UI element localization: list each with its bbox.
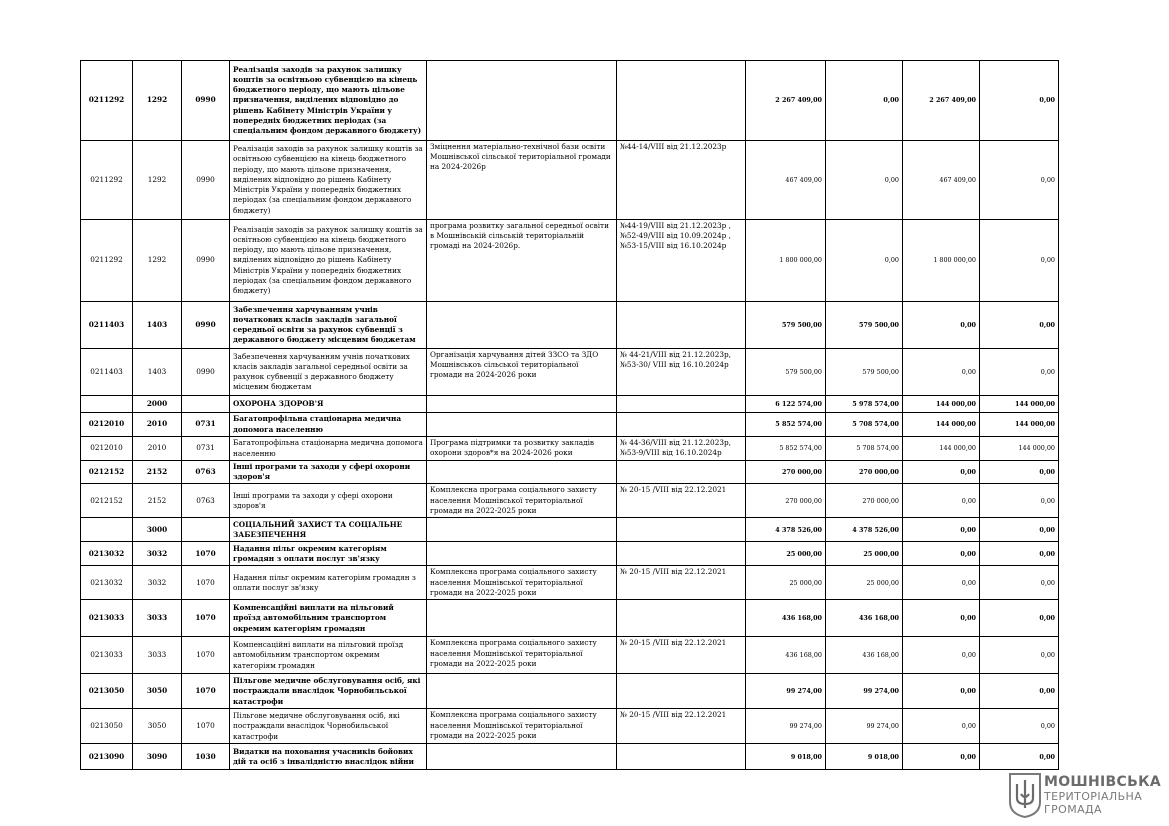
special-fund-cell: 0,00 — [903, 518, 980, 542]
development-budget-cell: 0,00 — [980, 220, 1059, 302]
decision-cell — [617, 600, 746, 637]
description-cell: ОХОРОНА ЗДОРОВ'Я — [230, 396, 427, 413]
decision-cell: №44-14/VIII від 21.12.2023р — [617, 141, 746, 220]
description-cell: Інші програми та заходи у сфері охорони здоров'я — [230, 484, 427, 518]
description-cell: Реалізація заходів за рахунок залишку коштів за освітньою субвенцією на кінець бюджетного періоду, що мають цільове призначення, виділених відповідно до рішень Кабінету Міністрів України у попередніх бюджетних періодах (за спеціальним фондом державного бюджету) — [230, 61, 427, 141]
special-fund-cell: 0,00 — [903, 461, 980, 484]
development-budget-cell: 0,00 — [980, 709, 1059, 744]
development-budget-cell: 144 000,00 — [980, 396, 1059, 413]
summary-row — [81, 600, 1059, 637]
logo-subtitle-2: ГРОМАДА — [1044, 803, 1102, 816]
development-budget-cell: 0,00 — [980, 600, 1059, 637]
program-name-cell — [427, 302, 617, 349]
development-budget-cell: 0,00 — [980, 566, 1059, 600]
kfk-code-cell: 1292 — [133, 61, 182, 141]
function-code-cell: 0731 — [182, 413, 230, 437]
general-fund-cell: 9 018,00 — [826, 744, 903, 770]
kfk-code-cell: 1403 — [133, 302, 182, 349]
development-budget-cell: 0,00 — [980, 349, 1059, 396]
total-cell: 579 500,00 — [746, 349, 826, 396]
special-fund-cell: 0,00 — [903, 484, 980, 518]
function-code-cell: 0990 — [182, 349, 230, 396]
function-code-cell — [182, 518, 230, 542]
total-cell: 4 378 526,00 — [746, 518, 826, 542]
program-name-cell: Комплексна програма соціального захисту населення Мошнівської територіальної громади на 2022-2025 роки — [427, 709, 617, 744]
decision-cell: № 44-21/VIII від 21.12.2023р, №53-30/ VIII від 16.10.2024р — [617, 349, 746, 396]
table-row — [81, 141, 1059, 220]
program-code-cell — [81, 518, 133, 542]
decision-cell — [617, 518, 746, 542]
decision-cell — [617, 396, 746, 413]
special-fund-cell: 0,00 — [903, 566, 980, 600]
function-code-cell: 1070 — [182, 637, 230, 674]
special-fund-cell: 144 000,00 — [903, 437, 980, 461]
decision-cell — [617, 61, 746, 141]
decision-cell: № 44-36/VIII від 21.12.2023р, №53-9/VIII від 16.10.2024р — [617, 437, 746, 461]
program-code-cell: 0213050 — [81, 674, 133, 709]
decision-cell: № 20-15 /VIII від 22.12.2021 — [617, 484, 746, 518]
general-fund-cell: 99 274,00 — [826, 709, 903, 744]
total-cell: 579 500,00 — [746, 302, 826, 349]
program-code-cell: 0213033 — [81, 600, 133, 637]
kfk-code-cell: 3090 — [133, 744, 182, 770]
summary-row — [81, 744, 1059, 770]
development-budget-cell: 0,00 — [980, 61, 1059, 141]
program-code-cell: 0211292 — [81, 61, 133, 141]
total-cell: 2 267 409,00 — [746, 61, 826, 141]
total-cell: 25 000,00 — [746, 566, 826, 600]
description-cell: Багатопрофільна стаціонарна медична допомога населенню — [230, 413, 427, 437]
kfk-code-cell: 3050 — [133, 674, 182, 709]
logo-title: МОШНІВСЬКА — [1044, 774, 1161, 790]
program-name-cell — [427, 674, 617, 709]
total-cell: 270 000,00 — [746, 484, 826, 518]
description-cell: Надання пільг окремим категоріям громадян з оплати послуг зв'язку — [230, 542, 427, 566]
kfk-code-cell: 3032 — [133, 542, 182, 566]
table-row — [81, 220, 1059, 302]
development-budget-cell: 0,00 — [980, 744, 1059, 770]
table-row — [81, 566, 1059, 600]
general-fund-cell: 436 168,00 — [826, 637, 903, 674]
summary-row — [81, 518, 1059, 542]
special-fund-cell: 0,00 — [903, 600, 980, 637]
function-code-cell: 0990 — [182, 220, 230, 302]
total-cell: 25 000,00 — [746, 542, 826, 566]
summary-row — [81, 61, 1059, 141]
decision-cell — [617, 461, 746, 484]
total-cell: 467 409,00 — [746, 141, 826, 220]
logo-subtitle: ТЕРИТОРІАЛЬНА — [1044, 790, 1143, 803]
table-row — [81, 437, 1059, 461]
decision-cell: № 20-15 /VIII від 22.12.2021 — [617, 709, 746, 744]
summary-row — [81, 396, 1059, 413]
function-code-cell: 0990 — [182, 302, 230, 349]
total-cell: 6 122 574,00 — [746, 396, 826, 413]
program-code-cell: 0213032 — [81, 566, 133, 600]
general-fund-cell: 270 000,00 — [826, 484, 903, 518]
program-name-cell: Зміцнення матеріально-технічної бази освіти Мошнівської сільської територіальної громади на 2024-2026р — [427, 141, 617, 220]
decision-cell — [617, 674, 746, 709]
function-code-cell: 0990 — [182, 141, 230, 220]
program-code-cell: 0212152 — [81, 484, 133, 518]
development-budget-cell: 0,00 — [980, 461, 1059, 484]
function-code-cell: 0763 — [182, 461, 230, 484]
general-fund-cell: 5 708 574,00 — [826, 437, 903, 461]
kfk-code-cell: 3032 — [133, 566, 182, 600]
decision-cell: № 20-15 /VIII від 22.12.2021 — [617, 637, 746, 674]
kfk-code-cell: 2000 — [133, 396, 182, 413]
program-name-cell — [427, 61, 617, 141]
general-fund-cell: 270 000,00 — [826, 461, 903, 484]
kfk-code-cell: 3033 — [133, 600, 182, 637]
program-name-cell: Комплексна програма соціального захисту населення Мошнівської територіальної громади на 2022-2025 роки — [427, 637, 617, 674]
program-name-cell — [427, 542, 617, 566]
special-fund-cell: 0,00 — [903, 302, 980, 349]
total-cell: 9 018,00 — [746, 744, 826, 770]
description-cell: Пільгове медичне обслуговування осіб, які постраждали внаслідок Чорнобильської катастрофи — [230, 674, 427, 709]
description-cell: Реалізація заходів за рахунок залишку коштів за освітньою субвенцією на кінець бюджетного періоду, що мають цільове призначення, виділених відповідно до рішень Кабінету Міністрів України у попередніх бюджетних періодах (за спеціальним фондом державного бюджету) — [230, 220, 427, 302]
kfk-code-cell: 3033 — [133, 637, 182, 674]
program-code-cell — [81, 396, 133, 413]
special-fund-cell: 0,00 — [903, 349, 980, 396]
description-cell: СОЦІАЛЬНИЙ ЗАХИСТ ТА СОЦІАЛЬНЕ ЗАБЕЗПЕЧЕННЯ — [230, 518, 427, 542]
summary-row — [81, 302, 1059, 349]
development-budget-cell: 144 000,00 — [980, 437, 1059, 461]
total-cell: 436 168,00 — [746, 600, 826, 637]
decision-cell: №44-19/VIII від 21.12.2023р ,№52-49/VIII від 10.09.2024р ,№53-15/VIII від 16.10.2024р — [617, 220, 746, 302]
general-fund-cell: 436 168,00 — [826, 600, 903, 637]
total-cell: 1 800 000,00 — [746, 220, 826, 302]
summary-row — [81, 542, 1059, 566]
description-cell: Видатки на поховання учасників бойових дій та осіб з інвалідністю внаслідок війни — [230, 744, 427, 770]
kfk-code-cell: 1292 — [133, 220, 182, 302]
special-fund-cell: 0,00 — [903, 542, 980, 566]
special-fund-cell: 0,00 — [903, 637, 980, 674]
description-cell: Забезпечення харчуванням учнів початкових класів закладів загальної середньої освіти за рахунок субвенції з державного бюджету місцевим бюджетам — [230, 349, 427, 396]
special-fund-cell: 0,00 — [903, 674, 980, 709]
general-fund-cell: 0,00 — [826, 220, 903, 302]
table-row — [81, 484, 1059, 518]
community-logo — [1008, 772, 1168, 820]
summary-row — [81, 413, 1059, 437]
program-name-cell — [427, 600, 617, 637]
description-cell: Забезпечення харчуванням учнів початкових класів закладів загальної середньої освіти за рахунок субвенції з державного бюджету місцевим бюджетам — [230, 302, 427, 349]
function-code-cell: 1070 — [182, 566, 230, 600]
decision-cell: № 20-15 /VIII від 22.12.2021 — [617, 566, 746, 600]
kfk-code-cell: 3050 — [133, 709, 182, 744]
program-name-cell — [427, 461, 617, 484]
total-cell: 99 274,00 — [746, 674, 826, 709]
general-fund-cell: 25 000,00 — [826, 542, 903, 566]
program-name-cell: Комплексна програма соціального захисту населення Мошнівської територіальної громади на 2022-2025 роки — [427, 566, 617, 600]
special-fund-cell: 467 409,00 — [903, 141, 980, 220]
general-fund-cell: 5 978 574,00 — [826, 396, 903, 413]
function-code-cell: 1070 — [182, 542, 230, 566]
total-cell: 5 852 574,00 — [746, 413, 826, 437]
program-code-cell: 0211403 — [81, 302, 133, 349]
kfk-code-cell: 2010 — [133, 413, 182, 437]
program-name-cell — [427, 413, 617, 437]
program-name-cell: програма розвитку загальної середньої освіти в Мошнівській сільській територіальній громаді на 2024-2026р. — [427, 220, 617, 302]
kfk-code-cell: 1292 — [133, 141, 182, 220]
table-row — [81, 637, 1059, 674]
special-fund-cell: 2 267 409,00 — [903, 61, 980, 141]
special-fund-cell: 0,00 — [903, 709, 980, 744]
development-budget-cell: 144 000,00 — [980, 413, 1059, 437]
function-code-cell: 0763 — [182, 484, 230, 518]
kfk-code-cell: 2152 — [133, 484, 182, 518]
decision-cell — [617, 302, 746, 349]
program-code-cell: 0213090 — [81, 744, 133, 770]
description-cell: Пільгове медичне обслуговування осіб, які постраждали внаслідок Чорнобильської катастрофи — [230, 709, 427, 744]
program-code-cell: 0212010 — [81, 413, 133, 437]
program-name-cell — [427, 744, 617, 770]
table-row — [81, 709, 1059, 744]
summary-row — [81, 674, 1059, 709]
development-budget-cell: 0,00 — [980, 484, 1059, 518]
kfk-code-cell: 2152 — [133, 461, 182, 484]
program-code-cell: 0211292 — [81, 141, 133, 220]
development-budget-cell: 0,00 — [980, 141, 1059, 220]
description-cell: Компенсаційні виплати на пільговий проїзд автомобільним транспортом окремим категоріям громадян — [230, 600, 427, 637]
description-cell: Інші програми та заходи у сфері охорони здоров'я — [230, 461, 427, 484]
decision-cell — [617, 744, 746, 770]
special-fund-cell: 1 800 000,00 — [903, 220, 980, 302]
development-budget-cell: 0,00 — [980, 674, 1059, 709]
general-fund-cell: 99 274,00 — [826, 674, 903, 709]
function-code-cell: 1030 — [182, 744, 230, 770]
summary-row — [81, 461, 1059, 484]
function-code-cell: 0990 — [182, 61, 230, 141]
function-code-cell: 0731 — [182, 437, 230, 461]
kfk-code-cell: 3000 — [133, 518, 182, 542]
program-code-cell: 0213032 — [81, 542, 133, 566]
budget-table — [80, 60, 1059, 770]
program-code-cell: 0212010 — [81, 437, 133, 461]
description-cell: Реалізація заходів за рахунок залишку коштів за освітньою субвенцією на кінець бюджетного періоду, що мають цільове призначення, виділених відповідно до рішень Кабінету Міністрів України у попередніх бюджетних періодах (за спеціальним фондом державного бюджету) — [230, 141, 427, 220]
development-budget-cell: 0,00 — [980, 302, 1059, 349]
function-code-cell: 1070 — [182, 600, 230, 637]
general-fund-cell: 579 500,00 — [826, 302, 903, 349]
development-budget-cell: 0,00 — [980, 637, 1059, 674]
program-code-cell: 0211292 — [81, 220, 133, 302]
program-code-cell: 0213033 — [81, 637, 133, 674]
description-cell: Компенсаційні виплати на пільговий проїзд автомобільним транспортом окремим категоріям громадян — [230, 637, 427, 674]
general-fund-cell: 25 000,00 — [826, 566, 903, 600]
program-code-cell: 0212152 — [81, 461, 133, 484]
program-code-cell: 0211403 — [81, 349, 133, 396]
total-cell: 436 168,00 — [746, 637, 826, 674]
program-name-cell: Організація харчування дітей ЗЗСО та ЗДО Мошнівськоъ сільської територіальної громади на 2024-2026 роки — [427, 349, 617, 396]
special-fund-cell: 144 000,00 — [903, 413, 980, 437]
special-fund-cell: 144 000,00 — [903, 396, 980, 413]
special-fund-cell: 0,00 — [903, 744, 980, 770]
trident-shield-icon — [1008, 772, 1042, 818]
kfk-code-cell: 1403 — [133, 349, 182, 396]
development-budget-cell: 0,00 — [980, 518, 1059, 542]
program-name-cell: Програма підтримки та розвитку закладів охорони здоров*я на 2024-2026 роки — [427, 437, 617, 461]
function-code-cell: 1070 — [182, 674, 230, 709]
kfk-code-cell: 2010 — [133, 437, 182, 461]
general-fund-cell: 579 500,00 — [826, 349, 903, 396]
function-code-cell: 1070 — [182, 709, 230, 744]
program-name-cell — [427, 396, 617, 413]
function-code-cell — [182, 396, 230, 413]
description-cell: Багатопрофільна стаціонарна медична допомога населенню — [230, 437, 427, 461]
general-fund-cell: 0,00 — [826, 141, 903, 220]
program-name-cell: Комплексна програма соціального захисту населення Мошнівської територіальної громади на 2022-2025 роки — [427, 484, 617, 518]
description-cell: Надання пільг окремим категоріям громадян з оплати послуг зв'язку — [230, 566, 427, 600]
table-row — [81, 349, 1059, 396]
general-fund-cell: 4 378 526,00 — [826, 518, 903, 542]
total-cell: 99 274,00 — [746, 709, 826, 744]
total-cell: 5 852 574,00 — [746, 437, 826, 461]
decision-cell — [617, 542, 746, 566]
decision-cell — [617, 413, 746, 437]
program-code-cell: 0213050 — [81, 709, 133, 744]
total-cell: 270 000,00 — [746, 461, 826, 484]
program-name-cell — [427, 518, 617, 542]
development-budget-cell: 0,00 — [980, 542, 1059, 566]
general-fund-cell: 0,00 — [826, 61, 903, 141]
general-fund-cell: 5 708 574,00 — [826, 413, 903, 437]
